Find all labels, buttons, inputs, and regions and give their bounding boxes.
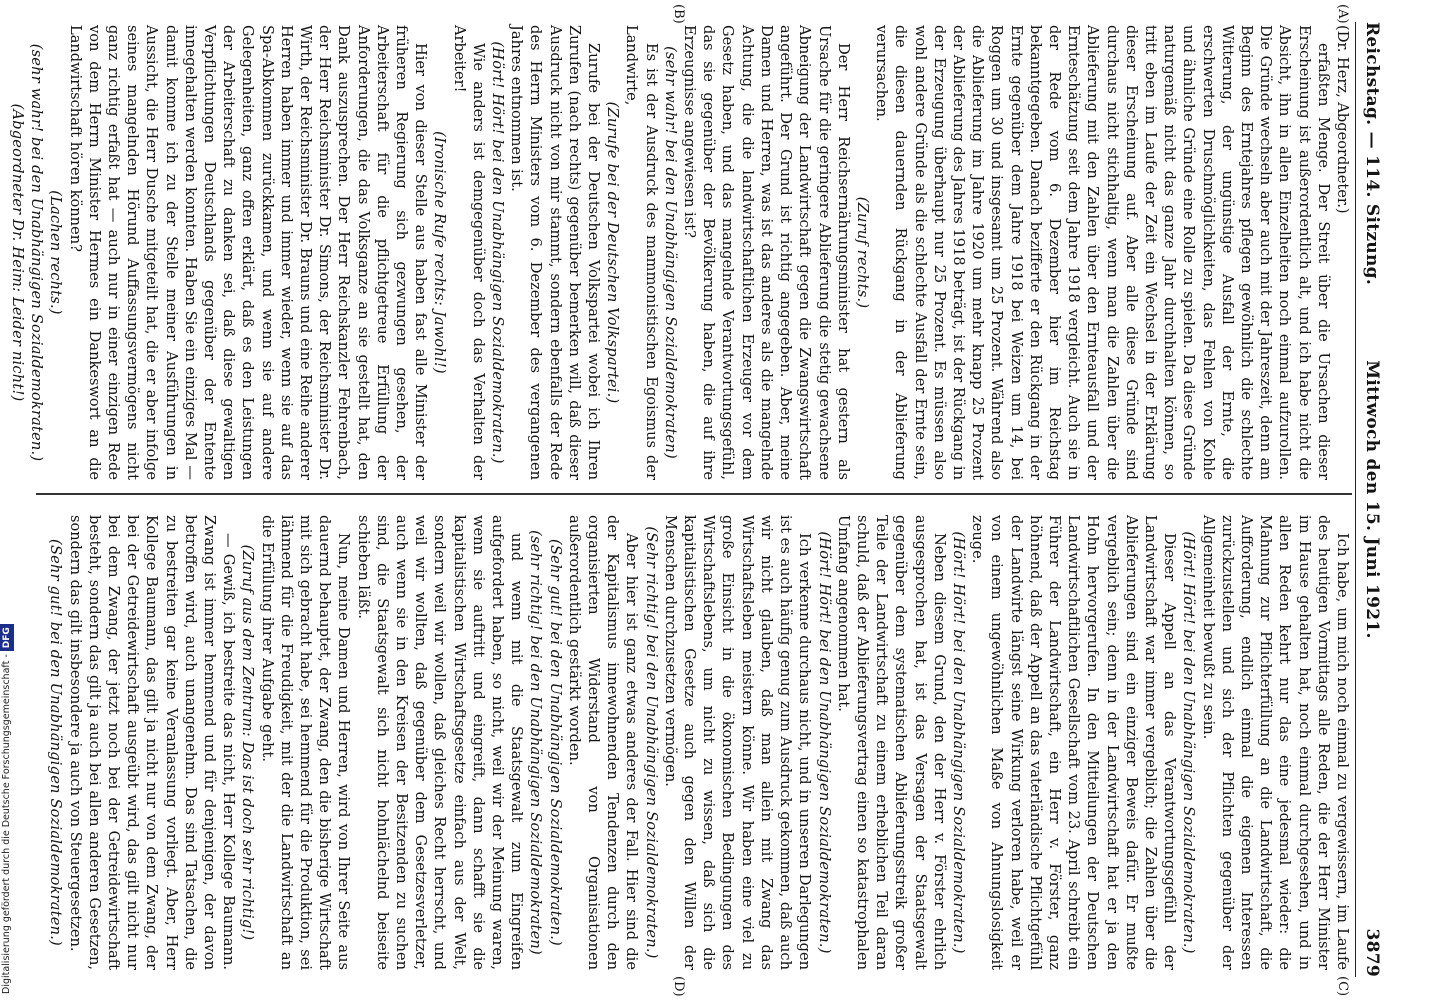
- interjection: (Sehr gut! bei den Unabhängigen Sozialdemokraten.): [47, 539, 65, 946]
- header-rule: [1355, 22, 1356, 977]
- interjection: (Zuruf rechts.): [853, 196, 871, 309]
- column-divider: [36, 493, 1352, 495]
- paragraph: erfaßten Menge. Der Streit über die Ursachen dieser Erscheinung ist außerordentlich alt, und ich habe nicht die Absicht, ihn in allen Einzelheiten noch einmal aufzurollen. Die Gründe wechseln aber auch mit der Jahreszeit, denn am Beginn des Erntejahres pflegen gewöhnlich die schlechte Witterung, der ungünstige Ausfall der Ernte, die erschwerten Druschmöglichkeiten, das Fehlen von Kohle und ähnliche Gründe eine Rolle zu spielen. Da diese Gründe naturgemäß nicht das ganze Jahr durchhalten können, so tritt eben im Laufe der Zeit ein Wechsel in der Erklärung dieser Erscheinung auf. Aber alle diese Gründe sind durchaus nicht stichhaltig, wenn man die Zahlen über die Ablieferung mit den Zahlen über den Ernteausfall und der Ernteschätzung seit dem Jahre 1918 vergleicht. Auch sie in der Rede vom 6. Dezember hier im Reichstag bekanntgegeben. Danach bezifferte er den Rückgang in der Ernte gegenüber dem Jahre 1918 bei Weizen um 14, bei Roggen um 30 und insgesamt um 25 Prozent. Während also die Ablieferung im Jahre 1920 um mehr knapp 25 Prozent der Ablieferung des Jahres 1918 beträgt, ist der Rückgang in der Erzeugung überhaupt nur 25 Prozent. Es müssen also wohl andere Gründe als die schlechte Ausfall der Ernte sein, die diesen dauernden Rückgang in der Ablieferung verursachen.: [873, 25, 1332, 480]
- paragraph: Aber hier ist ganz etwas anderes der Fall. Hier sind die der Kapitalismus innewohnenden Tendenzen durch den organisierten Widerstand von Organisationen außerordentlich gestärkt worden.: [565, 515, 641, 970]
- paragraph: Ich verkenne durchaus nicht, und in unseren Darlegungen ist es auch häufig genug zum Ausdruck gekommen, daß auch wir nicht glauben, daß man allein mit Zwang das Wirtschaftsleben meistern könne. Wir haben eine viel zu große Einsicht in die ökonomischen Bedingungen des Wirtschaftslebens, um nicht zu wissen, daß sich die kapitalistischen Gesetze auch gegen den Willen der Menschen durchzusetzen vermögen.: [661, 515, 814, 970]
- paragraph: Ich habe, um mich noch einmal zu vergewissern, im Laufe des heutigen Vormittags alle Reden, die der Herr Minister im Hause gehalten hat, noch einmal durchgesehen, und in allen Reden kehrt nur das eine jedesmal wieder: die Mahnung zur Pflichterfüllung an die Landwirtschaft, die Aufforderung, endlich einmal die eigenen Interessen zurückzustellen und sich der Pflichten gegenüber der Allgemeinheit bewußt zu sein.: [1199, 515, 1351, 970]
- paragraph: Wie anders ist demgegenüber doch das Verhalten der Arbeiter!: [450, 25, 487, 480]
- paragraph: — Gewiß, ich bestreite das nicht, Herr Kollege Baumann. Zwang ist immer hemmend und für denjenigen, der davon betroffen wird, auch unangenehm. Das sind Tatsachen, die zu bestreiten gar keine Veranlassung vorliegt. Aber, Herr Kollege Baumann, das gilt ja nicht nur von dem Zwang, der bei der Getreidewirtschaft ausgeübt wird, das gilt nicht nur bei dem Zwang, der jetzt noch bei der Getreidewirtschaft besteht, sondern das gilt ja auch bei allen anderen Gesetzen, sondern das gilt insbesondere ja auch von Steuergesetzen.: [66, 515, 238, 970]
- interjection: (Hört! Hört! bei den Unabhängigen Sozialdemokraten.): [489, 41, 507, 464]
- interjection: (Ironische Rufe rechts: Jawohl!): [431, 131, 449, 374]
- header-title: Reichstag. — 114. Sitzung.: [1362, 22, 1382, 286]
- paragraph: Nun, meine Damen und Herren, wird von Ihrer Seite aus dauernd behauptet, der Zwang, den die bisherige Wirtschaft mit sich gebracht habe, sei hemmend für die Produktion, sei lähmend für die Freudigkeit, mit der die Landwirtschaft an die Erfüllung ihrer Aufgabe geht.: [258, 515, 353, 970]
- interjection: (Hört! Hört! bei den Unabhängigen Sozialdemokraten.): [949, 531, 967, 954]
- margin-mark-c: (C): [1335, 976, 1350, 997]
- paragraph: Es ist der Ausdruck des mammonistischen Egoismus der Landwirte,: [623, 25, 660, 480]
- interjection: (Zurufe bei der Deutschen Volkspartei.): [604, 101, 622, 404]
- interjection: (Sehr gut! bei den Unabhängigen Sozialdemokraten.): [546, 539, 564, 946]
- interjection: (Hört! Hört! bei den Unabhängigen Sozialdemokraten.): [815, 531, 833, 954]
- left-column: [8, 25, 1352, 480]
- right-column: [36, 515, 1352, 970]
- interjection: (sehr wahr! bei den Unabhängigen Sozialdemokraten.): [28, 43, 46, 462]
- rotated-page: [6, 0, 1386, 1000]
- interjection: (Abgeordneter Dr. Heim: Leider nicht!): [8, 103, 26, 402]
- interjection: (Lachen rechts.): [47, 190, 65, 315]
- page-number: 3879: [1362, 928, 1382, 977]
- header-date: Mittwoch den 15. Juni 1921.: [1362, 360, 1382, 639]
- dfg-logo: DFG: [0, 624, 14, 651]
- paragraph: Dieser Appell an das Verantwortungsgefühl der Landwirtschaft war immer vergeblich; die Zahlen über die Ablieferungen sind ein einziger Beweis dafür. Er mußte vergeblich sein; denn in der Landwirtschaft hat er ja den Hohn hervorgerufen. In den Mitteilungen der Deutschen Landwirtschaftlichen Gesellschaft vom 23. April schreibt ein Führer der Landwirtschaft, ein Herr v. Förster, ganz höhnend, daß der Appell an das vaterländische Pflichtgefühl der Landwirte längst seine Wirkung verloren habe, weil er von einem ungewöhnlichen Maße von Ahnungslosigkeit zeuge.: [969, 515, 1179, 970]
- speaker-label: (Dr. Herz, Abgeordneter.): [1334, 25, 1351, 214]
- interjection: (Hört! Hört! bei den Unabhängigen Sozialdemokraten.): [1180, 531, 1198, 954]
- paragraph: Hier von dieser Stelle aus haben fast alle Minister der früheren Regierung sich gezwungen gesehen, der Arbeiterschaft für die pflichtgetreue Erfüllung der Anforderungen, die das Volksganze an sie gestellt hat, den Dank auszusprechen. Der Herr Reichskanzler Fehrenbach, der Herr Reichsminister Dr. Simons, der Reichsminister Dr. Wirth, der Reichsminister Dr. Brauns und eine Reihe anderer Herren haben immer und immer wieder, wenn sie auf das Spa-Abkommen zurückkamen, und wenn sie auf andere Gelegenheiten, ganz offen erklärt, daß es den Leistungen der Arbeiterschaft zu danken sei, daß diese gewaltigen Verpflichtungen Deutschlands gegenüber der Entente innegehalten werden konnten. Haben Sie ein einziges Mal — damit komme ich zu der Stelle meiner Ausführungen in Aussicht, die Herr Dusche mitgeteilt hat, die er aber infolge seines mangelnden Hörund Auffassungsvermögens nicht ganz richtig erfaßt hat — auch nur in einer einzigen Rede von dem Herrn Minister Hermes ein Dankeswort an die Landwirtschaft hören können?: [66, 25, 430, 480]
- credit-text: Digitalisierung gefördert durch die Deutsche Forschungsgemeinschaft -: [1, 654, 12, 994]
- page-header: [1356, 22, 1382, 977]
- margin-mark-d: (D): [671, 976, 686, 997]
- paragraph: Zurufe bei der Deutschen Volkspartei wobei ich Ihren Zurufen (nach rechts) gegenüber bemerken will, daß dieser Ausdruck nicht von mir stammt, sondern ebenfalls der Rede des Herrn Ministers vom 6. Dezember des vergangenen Jahres entnommen ist.: [508, 25, 603, 480]
- interjection: (Zuruf aus dem Zentrum: Das ist doch sehr richtig!): [239, 544, 257, 941]
- margin-mark-a: (A): [1335, 4, 1350, 24]
- paragraph: Der Herr Reichsernährungsminister hat gestern als Ursache für die geringere Ablieferung die stetig gewachsene Abneigung der Landwirtschaft gegen die Zwangswirtschaft angeführt. Der Grund ist richtig angegeben. Aber, meine Damen und Herren, was ist das anderes als die mangelnde Achtung, die die landwirtschaftlichen Erzeuger vor dem Gesetz haben, und das mangelnde Verantwortungsgefühl, das sie gegenüber der Bevölkerung haben, die auf ihre Erzeugnisse angewiesen ist?: [681, 25, 852, 480]
- paragraph: Neben diesem Grund, den der Herr v. Förster ehrlich ausgesprochen hat, ist das Versagen der Staatsgewalt gegenüber dem systematischen Ablieferungsstreik großer Teile der Landwirtschaft zu einem erheblichen Teil daran schuld, daß der Ablieferungsvertrag einen so katastrophalen Umfang angenommen hat.: [834, 515, 948, 970]
- credit-line: [0, 0, 14, 1000]
- paragraph: und wenn mit die Staatsgewalt zum Eingreifen aufgefordert haben, so nicht, weil wir der Meinung waren, wenn sie auftritt und eingreift, dann schafft sie die kapitalistischen Wirtschaftsgesetze einfach aus der Welt, sondern weil wir wollen, daß gleiches Recht herrscht, und weil wir wollten, daß gegenüber dem Gesetzesverletzer, auch wenn sie in den Kreisen der Besitzenden zu suchen sind, die Staatsgewalt sich nicht hohnlächelnd beiseite schieben läßt.: [354, 515, 526, 970]
- credit-strip: [0, 0, 14, 1000]
- margin-mark-b: (B): [671, 4, 686, 24]
- interjection: (Sehr richtig! bei den Unabhängigen Sozialdemokraten.): [642, 526, 660, 959]
- interjection: (sehr richtig! bei den Unabhängigen Sozialdemokraten): [527, 530, 545, 955]
- interjection: (sehr wahr! bei den Unabhängigen Sozialdemokraten): [661, 46, 679, 459]
